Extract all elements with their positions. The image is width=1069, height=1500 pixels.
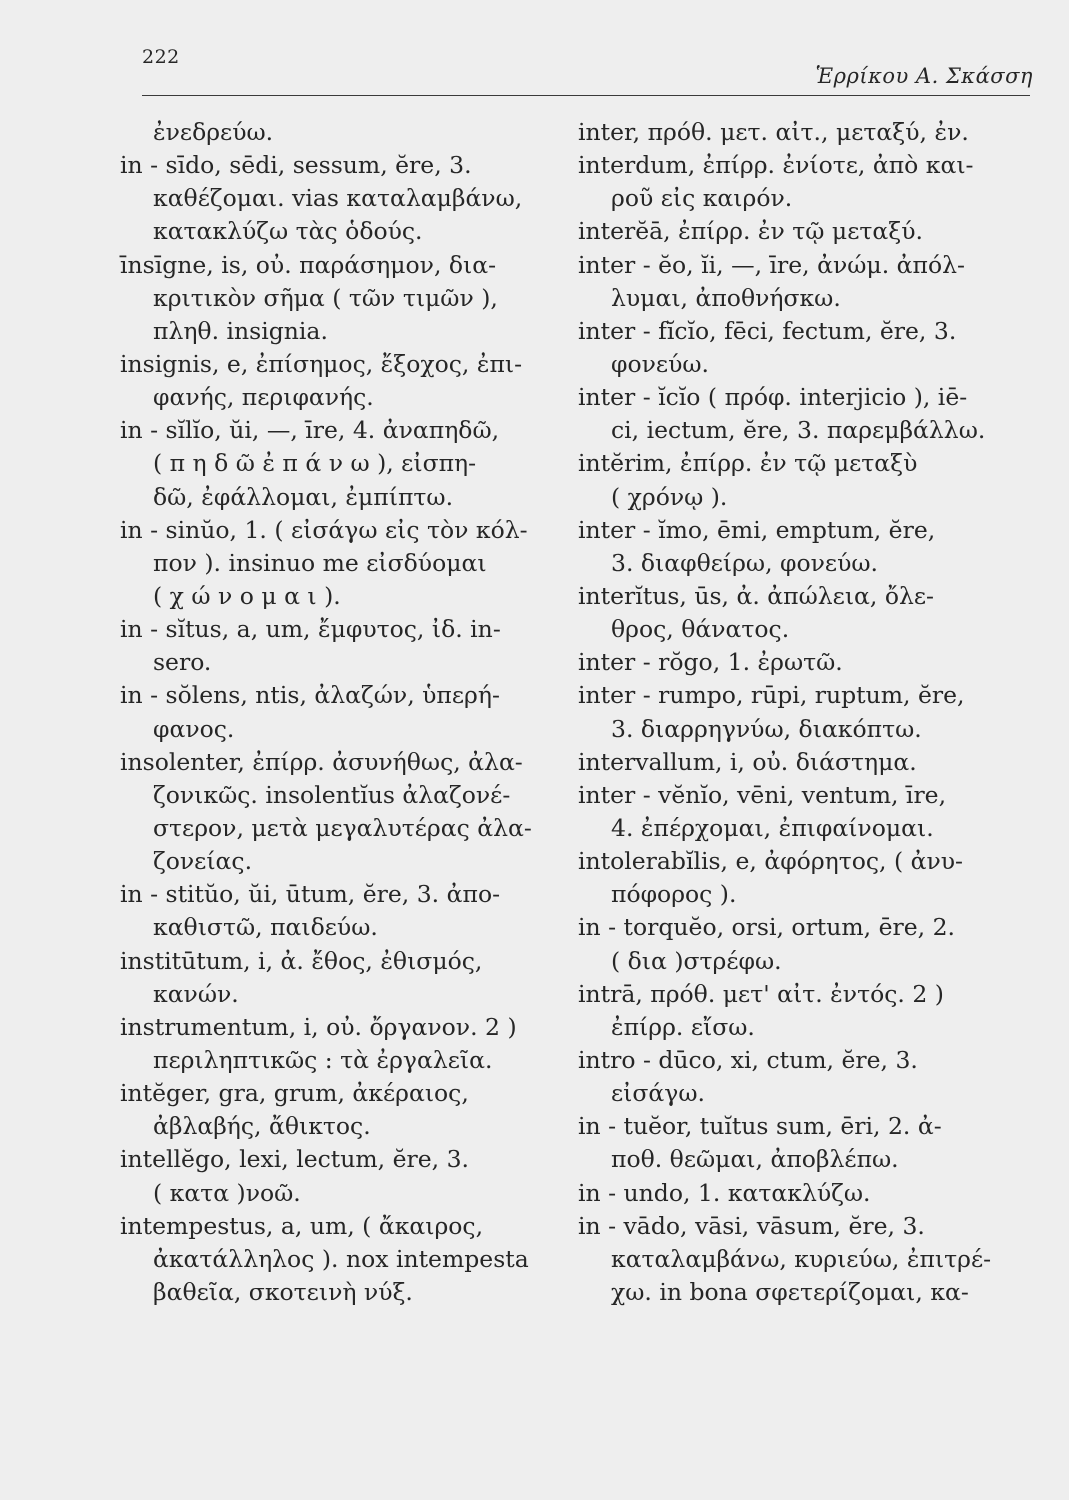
entry-line: ζονικῶς. insolentĭus ἀλαζονέ- — [153, 780, 511, 809]
entry-line: in - undo, 1. κατακλύζω. — [578, 1178, 871, 1207]
entry-line: intĕger, gra, grum, ἀκέραιος, — [120, 1079, 469, 1108]
entry-line: ( χρόνῳ ). — [611, 482, 728, 511]
entry-line: in - tuĕor, tuĭtus sum, ēri, 2. ἀ- — [578, 1112, 942, 1141]
entry-line: πόφορος ). — [611, 880, 737, 909]
entry-line: ἐπίρρ. εἴσω. — [611, 1012, 755, 1041]
entry-line: λυμαι, ἀποθνήσκω. — [611, 283, 841, 312]
entry-line: ( π η δ ῶ ἐ π ά ν ω ), εἰσπη- — [153, 449, 477, 478]
entry-line: πον ). insinuo me εἰσδύομαι — [153, 548, 487, 577]
entry-line: in - sĭtus, a, um, ἔμφυτος, ἰδ. in- — [120, 615, 501, 644]
entry-line: sero. — [153, 648, 212, 677]
entry-line: ci, iectum, ĕre, 3. παρεμβάλλω. — [611, 416, 986, 445]
entry-line: inter - ĭmo, ēmi, emptum, ĕre, — [578, 515, 936, 544]
entry-line: intervallum, i, οὐ. διάστημα. — [578, 747, 917, 776]
entry-line: in - sĭlĭo, ŭi, —, īre, 4. ἀναπηδῶ, — [120, 416, 500, 445]
entry-line: inter - ĕo, ĭi, —, īre, ἀνώμ. ἀπόλ- — [578, 250, 965, 279]
entry-line: inter - ĭcĭo ( πρόφ. interjicio ), iē- — [578, 383, 968, 412]
entry-line: inter, πρόθ. μετ. αἰτ., μεταξύ, ἐν. — [578, 118, 969, 146]
entry-line: καταλαμβάνω, κυριεύω, ἐπιτρέ- — [611, 1244, 992, 1273]
entry-line: in - sīdo, sēdi, sessum, ĕre, 3. — [120, 151, 472, 180]
entry-line: inter - vĕnĭo, vēni, ventum, īre, — [578, 780, 947, 809]
entry-line: ἐνεδρεύω. — [153, 118, 274, 146]
entry-line: intĕrim, ἐπίρρ. ἐν τῷ μεταξὺ — [578, 449, 918, 478]
entry-line: intro - dūco, xi, ctum, ĕre, 3. — [578, 1045, 918, 1074]
entry-line: intrā, πρόθ. μετ' αἰτ. ἐντός. 2 ) — [578, 979, 944, 1008]
entry-line: īnsīgne, is, οὐ. παράσημον, δια- — [120, 250, 497, 279]
entry-line: βαθεῖα, σκοτεινὴ νύξ. — [153, 1277, 413, 1306]
entry-line: interdum, ἐπίρρ. ἐνίοτε, ἀπὸ και- — [578, 151, 974, 180]
entry-line: inter - rumpo, rūpi, ruptum, ĕre, — [578, 681, 965, 710]
entry-line: 3. διαφθείρω, φονεύω. — [611, 548, 879, 577]
entry-line: 3. διαρρηγνύω, διακόπτω. — [611, 714, 922, 743]
left-column — [120, 116, 575, 1309]
entry-line: intellĕgo, lexi, lectum, ĕre, 3. — [120, 1145, 470, 1174]
entry-line: insignis, e, ἐπίσημος, ἔξοχος, ἐπι- — [120, 349, 523, 378]
entry-line: interĭtus, ūs, ἀ. ἀπώλεια, ὄλε- — [578, 581, 934, 610]
entry-line: in - torquĕo, orsi, ortum, ēre, 2. — [578, 913, 956, 942]
entry-line: καθέζομαι. vias καταλαμβάνω, — [153, 184, 523, 213]
entry-line: in - sŏlens, ntis, ἀλαζών, ὑπερή- — [120, 681, 500, 710]
entry-line: in - stitŭo, ŭi, ūtum, ĕre, 3. ἀπο- — [120, 880, 501, 909]
running-title: Ἑρρίκου Α. Σκάσση — [815, 64, 1033, 88]
entry-line: inter - fĭcĭo, fēci, fectum, ĕre, 3. — [578, 316, 957, 345]
header-rule — [142, 95, 1030, 96]
entry-line: κριτικὸν σῆμα ( τῶν τιμῶν ), — [153, 283, 498, 312]
entry-line: στερον, μετὰ μεγαλυτέρας ἀλα- — [153, 813, 532, 842]
page-number: 222 — [142, 46, 180, 68]
entry-line: πληθ. insignia. — [153, 316, 328, 345]
entry-line: interĕā, ἐπίρρ. ἐν τῷ μεταξύ. — [578, 217, 923, 246]
entry-line: ροῦ εἰς καιρόν. — [611, 184, 793, 213]
entry-line: in - sinŭo, 1. ( εἰσάγω εἰς τὸν κόλ- — [120, 515, 528, 544]
entry-line: intempestus, a, um, ( ἄκαιρος, — [120, 1211, 484, 1240]
entry-line: κανών. — [153, 979, 239, 1008]
entry-line: εἰσάγω. — [611, 1079, 705, 1108]
entry-line: inter - rŏgo, 1. ἐρωτῶ. — [578, 648, 843, 677]
entry-line: κατακλύζω τὰς ὁδούς. — [153, 217, 423, 246]
entry-line: καθιστῶ, παιδεύω. — [153, 913, 378, 942]
entry-line: in - vādo, vāsi, vāsum, ĕre, 3. — [578, 1211, 925, 1240]
entry-line: χω. in bona σφετερίζομαι, κα- — [611, 1277, 969, 1306]
entry-line: φονεύω. — [611, 349, 709, 378]
entry-line: ζονείας. — [153, 847, 253, 876]
entry-line: instrumentum, i, οὐ. ὄργανον. 2 ) — [120, 1012, 517, 1041]
entry-line: θρος, θάνατος. — [611, 615, 790, 644]
entry-line: ποθ. θεῶμαι, ἀποβλέπω. — [611, 1145, 899, 1174]
entry-line: insolenter, ἐπίρρ. ἀσυνήθως, ἀλα- — [120, 747, 523, 776]
entry-line: 4. ἐπέρχομαι, ἐπιφαίνομαι. — [611, 813, 934, 842]
entry-line: δῶ, ἐφάλλομαι, ἐμπίπτω. — [153, 482, 454, 511]
right-column — [578, 116, 1038, 1309]
entry-line: ( κατα )νοῶ. — [153, 1178, 301, 1207]
entry-line: ἀβλαβής, ἄθικτος. — [153, 1112, 371, 1141]
entry-line: ( δια )στρέφω. — [611, 946, 782, 975]
entry-line: φανής, περιφανής. — [153, 383, 374, 412]
entry-line: institūtum, i, ἀ. ἔθος, ἐθισμός, — [120, 946, 483, 975]
entry-line: intolerabĭlis, e, ἀφόρητος, ( ἀνυ- — [578, 847, 963, 876]
entry-line: ( χ ώ ν ο μ α ι ). — [153, 581, 341, 610]
entry-line: φανος. — [153, 714, 235, 743]
entry-line: ἀκατάλληλος ). nox intempesta — [153, 1244, 529, 1273]
entry-line: περιληπτικῶς : τὰ ἐργαλεῖα. — [153, 1045, 493, 1074]
